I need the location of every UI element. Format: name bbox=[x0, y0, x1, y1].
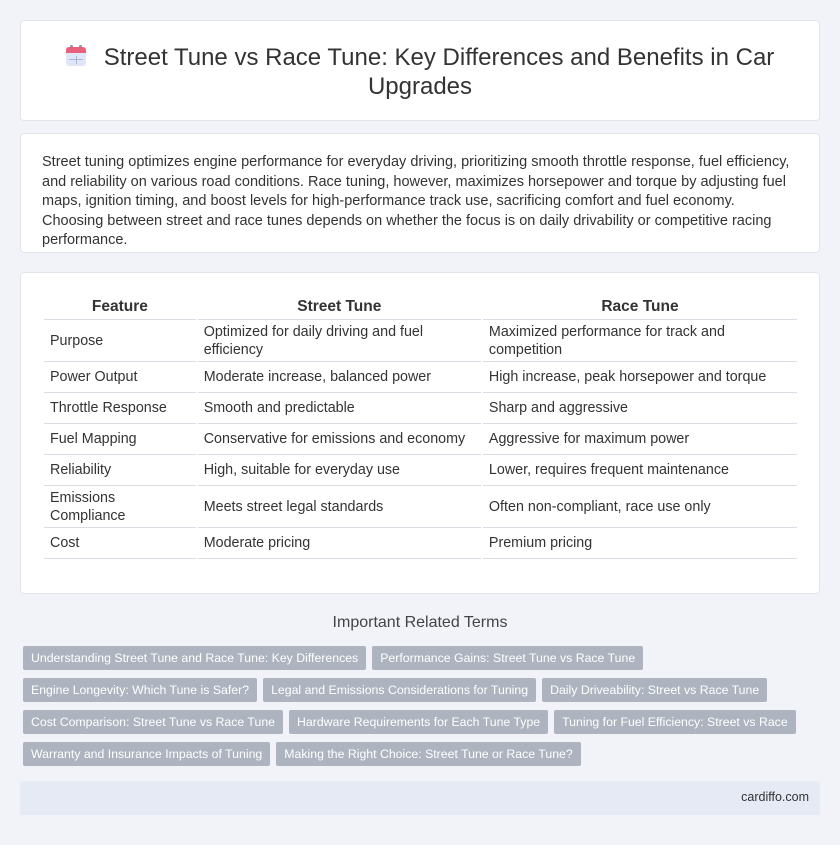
table-row bbox=[44, 486, 797, 528]
table-cell: Optimized for daily driving and fuel efficiency bbox=[198, 320, 481, 362]
column-header-race-tune: Race Tune bbox=[483, 295, 797, 320]
table-cell: Often non-compliant, race use only bbox=[483, 486, 797, 528]
comparison-table-card bbox=[20, 272, 820, 594]
related-term-link[interactable]: Legal and Emissions Considerations for Tuning bbox=[263, 678, 536, 702]
footer-bar bbox=[20, 781, 820, 815]
related-term-link[interactable]: Performance Gains: Street Tune vs Race Tune bbox=[372, 646, 643, 670]
tag-row bbox=[23, 742, 587, 766]
table-cell: Aggressive for maximum power bbox=[483, 424, 797, 455]
comparison-table bbox=[42, 295, 799, 559]
tag-row bbox=[23, 710, 802, 734]
table-row bbox=[44, 362, 797, 393]
tag-row bbox=[23, 678, 773, 702]
related-term-link[interactable]: Making the Right Choice: Street Tune or Race Tune? bbox=[276, 742, 580, 766]
related-term-link[interactable]: Understanding Street Tune and Race Tune: Key Differences bbox=[23, 646, 366, 670]
table-cell: Purpose bbox=[44, 320, 196, 362]
column-header-street-tune: Street Tune bbox=[198, 295, 481, 320]
table-cell: Conservative for emissions and economy bbox=[198, 424, 481, 455]
related-term-link[interactable]: Tuning for Fuel Efficiency: Street vs Race bbox=[554, 710, 796, 734]
intro-card bbox=[20, 133, 820, 253]
table-cell: High, suitable for everyday use bbox=[198, 455, 481, 486]
table-row bbox=[44, 455, 797, 486]
table-row bbox=[44, 320, 797, 362]
related-term-link[interactable]: Cost Comparison: Street Tune vs Race Tune bbox=[23, 710, 283, 734]
column-header-feature: Feature bbox=[44, 295, 196, 320]
related-term-link[interactable]: Warranty and Insurance Impacts of Tuning bbox=[23, 742, 270, 766]
table-cell: Premium pricing bbox=[483, 528, 797, 559]
table-cell: Smooth and predictable bbox=[198, 393, 481, 424]
table-cell: Moderate increase, balanced power bbox=[198, 362, 481, 393]
table-cell: Cost bbox=[44, 528, 196, 559]
related-term-link[interactable]: Hardware Requirements for Each Tune Type bbox=[289, 710, 548, 734]
related-term-link[interactable]: Engine Longevity: Which Tune is Safer? bbox=[23, 678, 257, 702]
table-cell: Maximized performance for track and competition bbox=[483, 320, 797, 362]
related-term-link[interactable]: Daily Driveability: Street vs Race Tune bbox=[542, 678, 767, 702]
calendar-icon bbox=[66, 45, 86, 67]
table-cell: Power Output bbox=[44, 362, 196, 393]
page-title: Street Tune vs Race Tune: Key Differences and Benefits in Car Upgrades bbox=[103, 44, 775, 100]
table-cell: High increase, peak horsepower and torque bbox=[483, 362, 797, 393]
table-row bbox=[44, 424, 797, 455]
table-cell: Emissions Compliance bbox=[44, 486, 196, 528]
table-row bbox=[44, 528, 797, 559]
intro-paragraph: Street tuning optimizes engine performance for everyday driving, prioritizing smooth throttle response, fuel efficiency, and reliability on various road conditions. Race tuning, however, maximizes horsepower and torque by adjusting fuel maps, ignition timing, and boost levels for high-performance track use, sacrificing comfort and fuel economy. Choosing between street and race tunes depends on whether the focus is on daily drivability or competitive racing performance. bbox=[42, 154, 790, 248]
table-cell: Fuel Mapping bbox=[44, 424, 196, 455]
table-cell: Throttle Response bbox=[44, 393, 196, 424]
table-cell: Moderate pricing bbox=[198, 528, 481, 559]
table-cell: Sharp and aggressive bbox=[483, 393, 797, 424]
table-header-row bbox=[44, 295, 797, 320]
table-cell: Meets street legal standards bbox=[198, 486, 481, 528]
table-cell: Lower, requires frequent maintenance bbox=[483, 455, 797, 486]
tag-row bbox=[23, 646, 649, 670]
related-terms-title: Important Related Terms bbox=[332, 614, 508, 631]
footer-site-link[interactable]: cardiffo.com bbox=[741, 790, 809, 804]
page-title-row bbox=[21, 43, 819, 101]
table-row bbox=[44, 393, 797, 424]
table-cell: Reliability bbox=[44, 455, 196, 486]
header-card bbox=[20, 20, 820, 121]
